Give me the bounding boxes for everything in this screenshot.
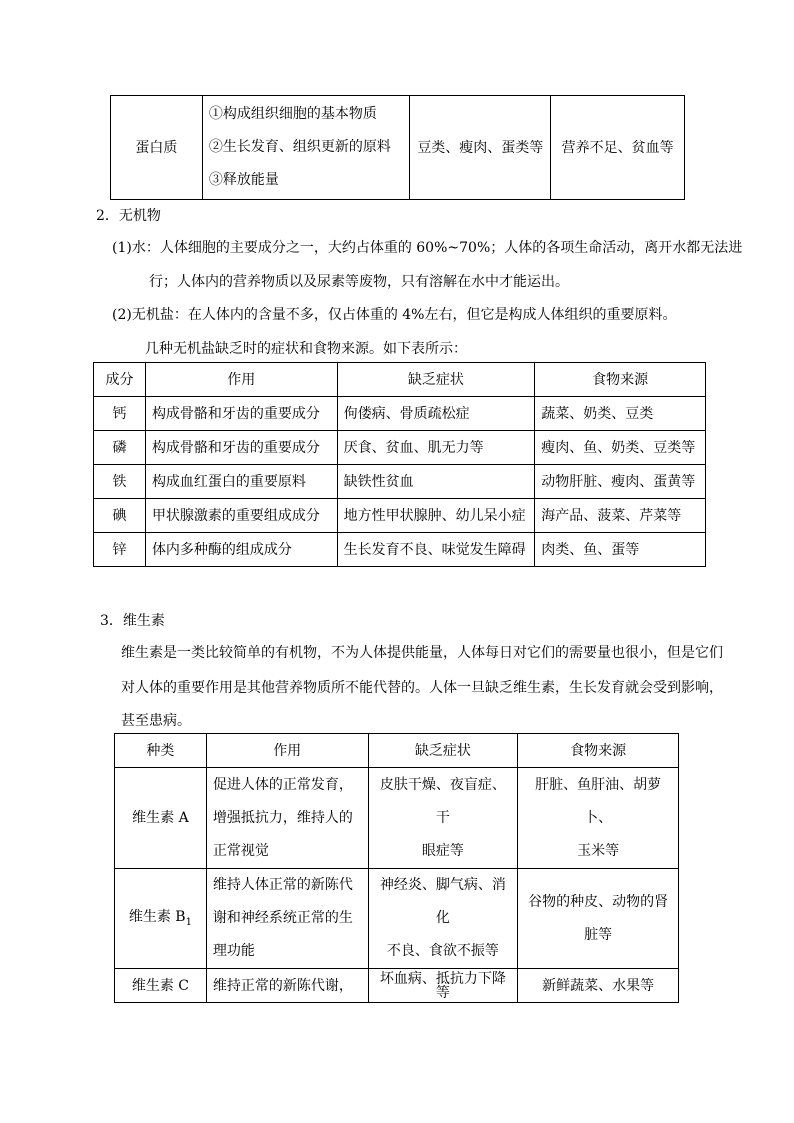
vitamin-source-line: 脏等 xyxy=(584,926,613,943)
mineral-source: 海产品、菠菜、芹菜等 xyxy=(535,499,706,533)
table-row xyxy=(115,869,679,969)
vitamin-paragraph-line1: 维生素是一类比较简单的有机物，不为人体提供能量，人体每日对它们的需要量也很小，但是它们 xyxy=(121,645,723,661)
protein-deficiency-cell: 营养不足、贫血等 xyxy=(551,96,685,200)
vitamin-deficiency xyxy=(368,768,518,869)
table-header-row xyxy=(115,734,679,768)
vitamin-deficiency-line: 神经炎、脚气病、消化 xyxy=(379,877,506,926)
mineral-name: 磷 xyxy=(94,431,146,465)
mineral-deficiency: 厌食、贫血、肌无力等 xyxy=(337,431,535,465)
protein-function-1: ①构成组织细胞的基本物质 xyxy=(208,106,377,122)
mineral-function: 甲状腺激素的重要组成成分 xyxy=(145,499,337,533)
vitamin-name-subscript: 1 xyxy=(185,916,192,928)
vitamin-function-line: 促进人体的正常发育， xyxy=(212,776,353,793)
table-row xyxy=(111,96,685,200)
column-header: 食物来源 xyxy=(535,363,706,397)
vitamin-deficiency-line: 眼症等 xyxy=(421,842,464,859)
vitamin-source: 新鲜蔬菜、水果等 xyxy=(518,969,679,1003)
protein-table xyxy=(110,95,685,200)
mineral-function: 构成骨骼和牙齿的重要成分 xyxy=(145,431,337,465)
table-row xyxy=(94,499,706,533)
protein-sources-cell: 豆类、瘦肉、蛋类等 xyxy=(410,96,551,200)
vitamin-function-line: 正常视觉 xyxy=(212,842,269,859)
vitamin-name-text: 维生素 B xyxy=(128,908,186,925)
table-row xyxy=(115,969,679,1003)
vitamin-name: 维生素 C xyxy=(115,969,207,1003)
column-header: 缺乏症状 xyxy=(368,734,518,768)
mineral-deficiency: 地方性甲状腺肿、幼儿呆小症 xyxy=(337,499,535,533)
column-header: 种类 xyxy=(115,734,207,768)
vitamin-name: 维生素 A xyxy=(115,768,207,869)
mineral-function: 构成骨骼和牙齿的重要成分 xyxy=(145,397,337,431)
protein-function-2: ②生长发育、组织更新的原料 xyxy=(208,139,391,155)
mineral-name: 铁 xyxy=(94,465,146,499)
protein-function-3: ③释放能量 xyxy=(208,172,279,188)
mineral-deficiency: 缺铁性贫血 xyxy=(337,465,535,499)
mineral-source: 肉类、鱼、蛋等 xyxy=(535,533,706,567)
table-row xyxy=(94,431,706,465)
vitamin-source xyxy=(518,768,679,869)
vitamin-deficiency-line: 不良、食欲不振等 xyxy=(386,943,499,959)
vitamin-paragraph-line3: 甚至患病。 xyxy=(121,713,191,729)
table-row xyxy=(115,768,679,869)
mineral-deficiency: 生长发育不良、味觉发生障碍 xyxy=(337,533,535,567)
vitamin-function-line: 增强抵抗力，维持人的 xyxy=(212,809,353,826)
vitamin-paragraph-line2: 对人体的重要作用是其他营养物质所不能代替的。人体一旦缺乏维生素，生长发育就会受到影响， xyxy=(121,680,723,696)
mineral-table-intro: 几种无机盐缺乏时的症状和食物来源。如下表所示： xyxy=(145,341,467,357)
protein-functions-cell xyxy=(202,96,410,200)
section3-heading: 3．维生素 xyxy=(100,613,165,629)
vitamin-source-line: 肝脏、鱼肝油、胡萝卜、 xyxy=(535,776,662,826)
salt-paragraph: (2)无机盐：在人体内的含量不多，仅占体重的 4%左右，但它是构成人体组织的重要原料。 xyxy=(112,307,677,323)
vitamin-source-line: 玉米等 xyxy=(577,842,620,859)
mineral-source: 蔬菜、奶类、豆类 xyxy=(535,397,706,431)
vitamin-name xyxy=(115,869,207,969)
vitamin-function-line: 维持人体正常的新陈代 xyxy=(212,877,353,893)
table-row xyxy=(94,465,706,499)
water-paragraph-line1: (1)水：人体细胞的主要成分之一，大约占体重的 60%~70%；人体的各项生命活动，离开水都无法进 xyxy=(112,240,743,256)
protein-name-cell: 蛋白质 xyxy=(111,96,203,200)
mineral-function: 体内多种酶的组成成分 xyxy=(145,533,337,567)
vitamin-deficiency-line: 皮肤干燥、夜盲症、干 xyxy=(379,776,506,826)
column-header: 作用 xyxy=(145,363,337,397)
column-header: 作用 xyxy=(206,734,368,768)
table-header-row xyxy=(94,363,706,397)
mineral-table xyxy=(93,362,706,567)
vitamin-table xyxy=(114,733,679,1003)
column-header: 缺乏症状 xyxy=(337,363,535,397)
vitamin-function xyxy=(206,869,368,969)
table-row xyxy=(94,397,706,431)
vitamin-source xyxy=(518,869,679,969)
mineral-name: 钙 xyxy=(94,397,146,431)
section2-heading: 2．无机物 xyxy=(96,208,161,224)
vitamin-deficiency xyxy=(368,869,518,969)
mineral-deficiency: 佝偻病、骨质疏松症 xyxy=(337,397,535,431)
vitamin-function xyxy=(206,768,368,869)
vitamin-function-line: 谢和神经系统正常的生 xyxy=(212,910,353,926)
mineral-function: 构成血红蛋白的重要原料 xyxy=(145,465,337,499)
table-row xyxy=(94,533,706,567)
column-header: 食物来源 xyxy=(518,734,679,768)
water-paragraph-line2: 行；人体内的营养物质以及尿素等废物，只有溶解在水中才能运出。 xyxy=(149,274,569,290)
mineral-source: 动物肝脏、瘦肉、蛋黄等 xyxy=(535,465,706,499)
vitamin-function-line: 理功能 xyxy=(212,943,255,959)
column-header: 成分 xyxy=(94,363,146,397)
vitamin-source-line: 谷物的种皮、动物的肾 xyxy=(528,893,669,910)
vitamin-function: 维持正常的新陈代谢， xyxy=(206,969,368,1003)
vitamin-deficiency: 坏血病、抵抗力下降等 xyxy=(368,969,518,1003)
mineral-source: 瘦肉、鱼、奶类、豆类等 xyxy=(535,431,706,465)
mineral-name: 碘 xyxy=(94,499,146,533)
mineral-name: 锌 xyxy=(94,533,146,567)
